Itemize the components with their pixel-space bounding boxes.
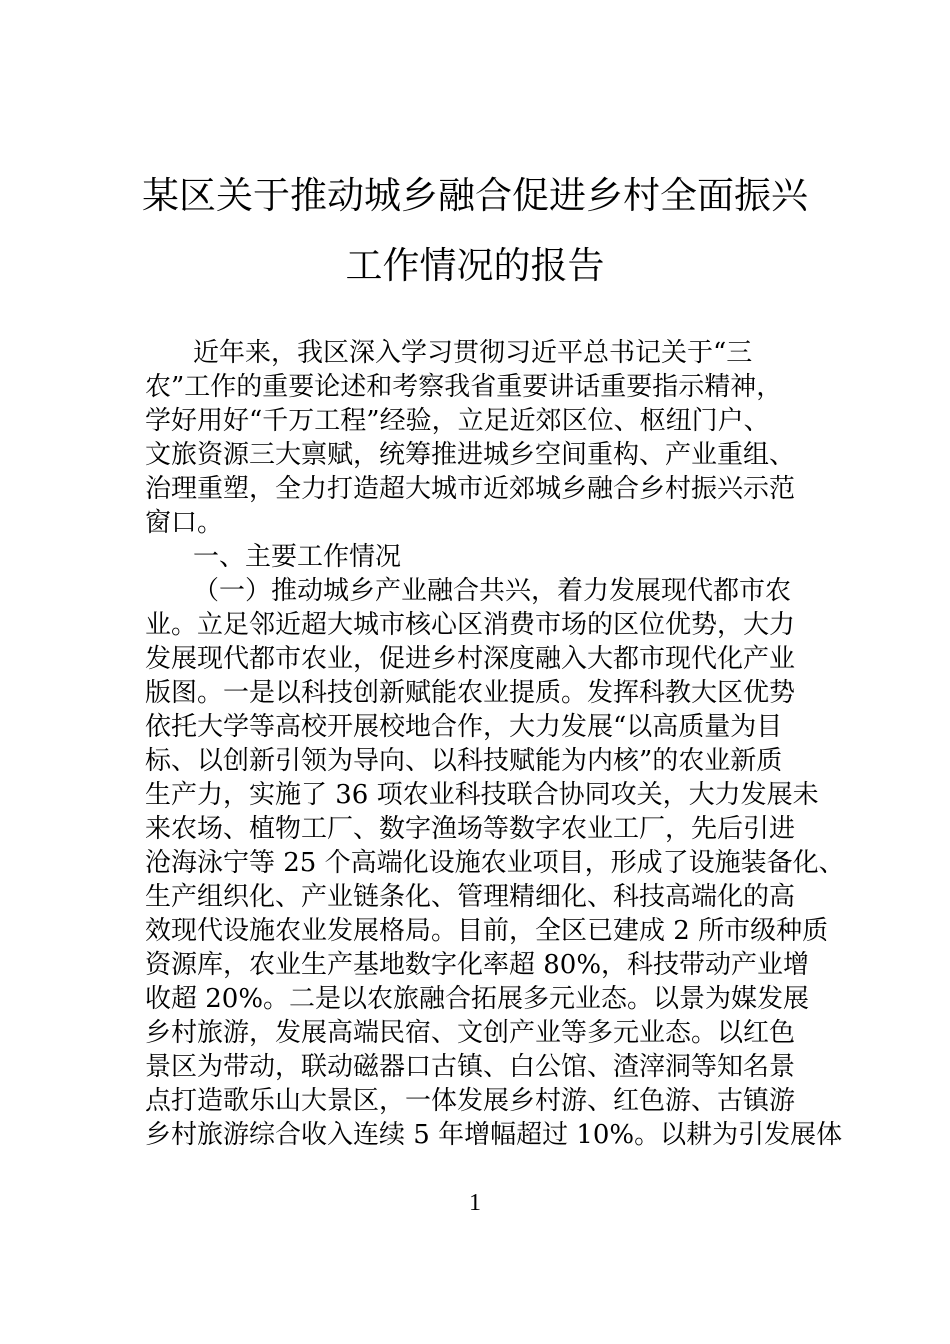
body-line: 来农场、植物工厂、数字渔场等数字农业工厂，先后引进 bbox=[145, 814, 796, 844]
body-line: 乡村旅游综合收入连续 5 年增幅超过 10%。以耕为引发展体 bbox=[145, 1120, 843, 1150]
body-line: 景区为带动，联动磁器口古镇、白公馆、渣滓洞等知名景 bbox=[145, 1052, 796, 1082]
body-line: 农”工作的重要论述和考察我省重要讲话重要指示精神， bbox=[145, 372, 783, 402]
body-line: 版图。一是以科技创新赋能农业提质。发挥科教大区优势 bbox=[145, 678, 796, 708]
body-line: 窗口。 bbox=[145, 508, 224, 538]
body-line: 沧海泳宁等 25 个高端化设施农业项目，形成了设施装备化、 bbox=[145, 848, 845, 878]
body-line: 资源库，农业生产基地数字化率超 80%，科技带动产业增 bbox=[145, 950, 810, 980]
page-number: 1 bbox=[469, 1190, 481, 1216]
report-title-line-1: 某区关于推动城乡融合促进乡村全面振兴 bbox=[142, 174, 808, 217]
body-line: 业。立足邻近超大城市核心区消费市场的区位优势，大力 bbox=[145, 610, 796, 640]
report-title-line-2: 工作情况的报告 bbox=[345, 244, 605, 287]
body-line: 治理重塑，全力打造超大城市近郊城乡融合乡村振兴示范 bbox=[145, 474, 796, 504]
body-line: 文旅资源三大禀赋，统筹推进城乡空间重构、产业重组、 bbox=[145, 440, 796, 470]
body-line: 生产力，实施了 36 项农业科技联合协同攻关，大力发展未 bbox=[145, 780, 819, 810]
body-line: 乡村旅游，发展高端民宿、文创产业等多元业态。以红色 bbox=[145, 1018, 796, 1048]
report-body bbox=[145, 336, 845, 1152]
body-line: 标、以创新引领为导向、以科技赋能为内核”的农业新质 bbox=[145, 746, 783, 776]
body-line: 发展现代都市农业，促进乡村深度融入大都市现代化产业 bbox=[145, 644, 796, 674]
body-line: 点打造歌乐山大景区，一体发展乡村游、红色游、古镇游 bbox=[145, 1086, 796, 1116]
section-heading: 一、主要工作情况 bbox=[193, 542, 402, 572]
body-line: 收超 20%。二是以农旅融合拓展多元业态。以景为媒发展 bbox=[145, 984, 810, 1014]
body-line: 学好用好“千万工程”经验，立足近郊区位、枢纽门户、 bbox=[145, 406, 770, 436]
body-line: （一）推动城乡产业融合共兴，着力发展现代都市农 bbox=[193, 576, 792, 606]
body-line: 近年来，我区深入学习贯彻习近平总书记关于“三 bbox=[193, 338, 753, 368]
body-line: 生产组织化、产业链条化、管理精细化、科技高端化的高 bbox=[145, 882, 796, 912]
body-line: 依托大学等高校开展校地合作，大力发展“以高质量为目 bbox=[145, 712, 783, 742]
body-line: 效现代设施农业发展格局。目前，全区已建成 2 所市级种质 bbox=[145, 916, 829, 946]
